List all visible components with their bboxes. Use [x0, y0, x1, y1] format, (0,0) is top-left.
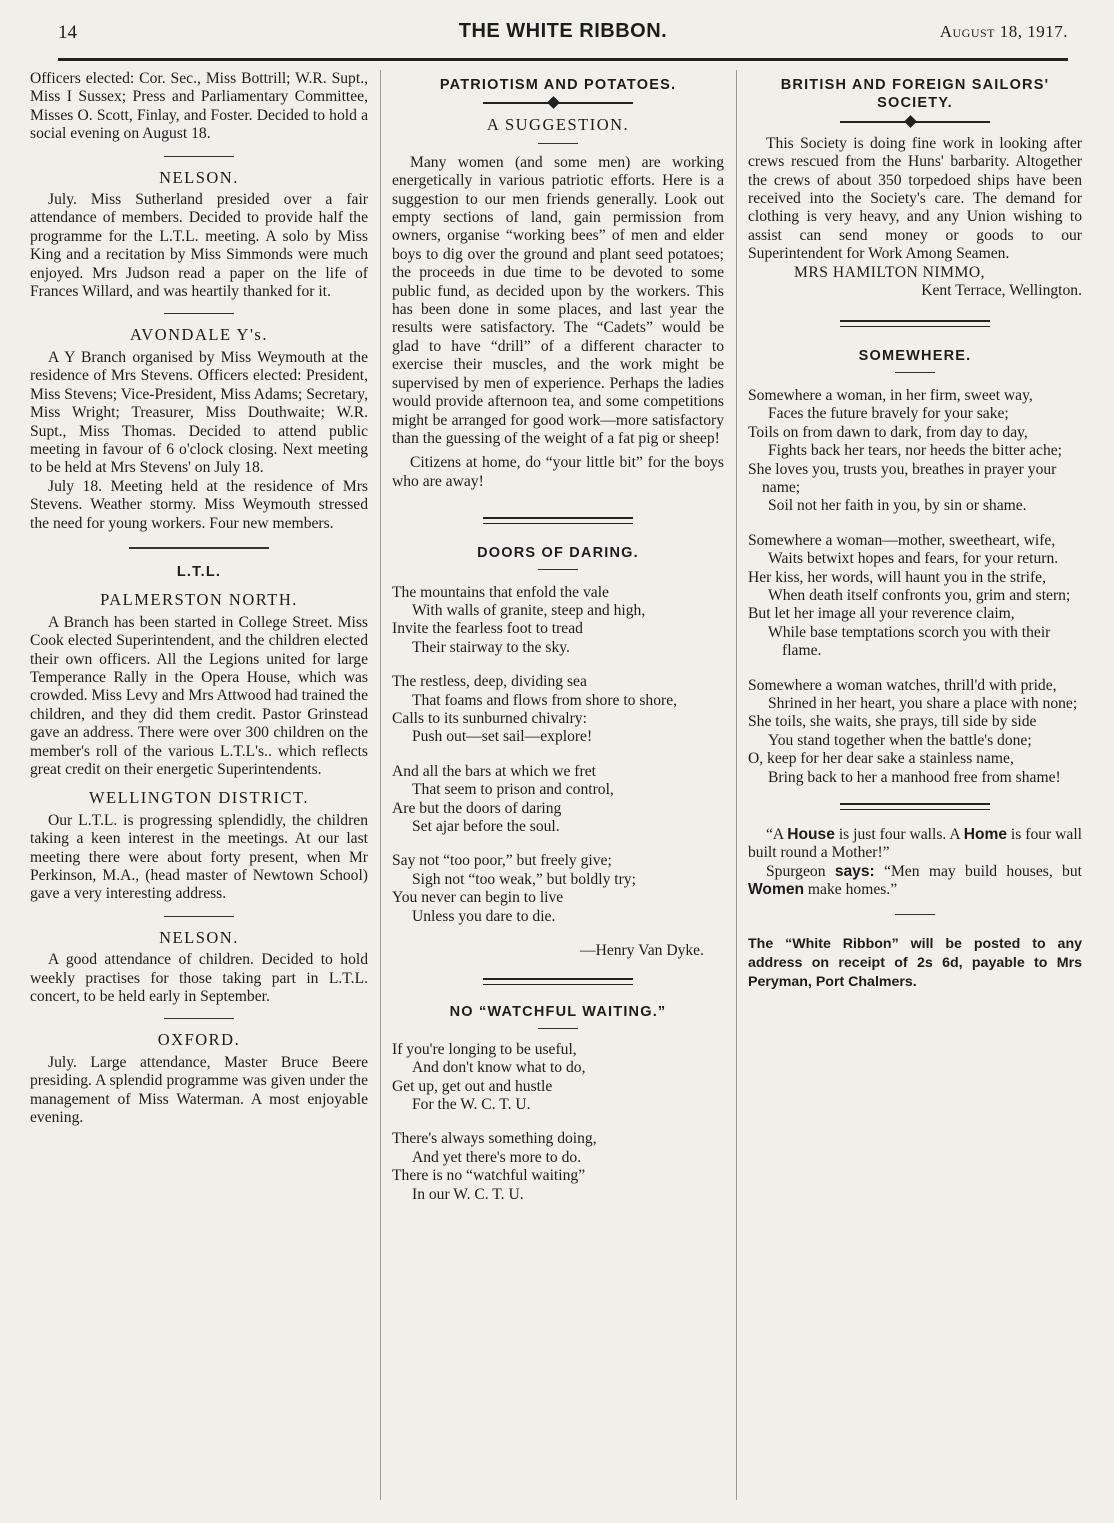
wellington-report: Our L.T.L. is progressing splendidly, the children taking a keen interest in the meetings. At our last meeting there were about forty present, when Mr Perkinson, M.A., (head master of Newtown School) gave a very interesting address.: [30, 811, 368, 903]
poem-line: Waits betwixt hopes and fears, for your return.: [768, 550, 1059, 568]
poem-line: Somewhere a woman—mother, sweetheart, wife,: [748, 531, 1056, 549]
nelson-report: July. Miss Sutherland presided over a fair attendance of members. Decided to provide half the programme for the L.T.L. meeting. A solo by Miss King and a recitation by Miss Simmonds were much enjoyed. Mrs Judson read a paper on the life of Frances Willard, and was heartily thanked for it.: [30, 191, 368, 301]
poem-line: For the W. C. T. U.: [412, 1096, 531, 1114]
oxford-heading: OXFORD.: [157, 1030, 241, 1050]
poem-line: And all the bars at which we fret: [392, 762, 596, 780]
section-rule: [840, 803, 990, 810]
poem-line: Get up, get out and hustle: [392, 1077, 553, 1095]
poem-line: That seem to prison and control,: [412, 781, 614, 799]
newspaper-title: THE WHITE RIBBON.: [458, 20, 668, 42]
poem-line: Sigh not “too weak,” but boldly try;: [412, 870, 636, 888]
somewhere-poem: [748, 387, 1082, 787]
section-rule: [538, 1028, 578, 1029]
poem-line: In our W. C. T. U.: [412, 1185, 524, 1203]
poem-stanza: [392, 673, 724, 747]
poem-stanza: [392, 584, 724, 658]
quote-emphasis: Women: [748, 881, 805, 899]
poem-line: Fights back her tears, nor heeds the bitter ache;: [768, 442, 1063, 460]
poem-stanza: [748, 387, 1082, 516]
somewhere-heading: SOMEWHERE.: [858, 348, 972, 365]
quote-text: “Men may build houses, but: [874, 862, 1082, 880]
poem-line: You never can begin to live: [392, 889, 564, 907]
section-rule: [840, 320, 990, 327]
subscription-notice: The “White Ribbon” will be posted to any address on receipt of 2s 6d, payable to Mrs Peryman, Port Chalmers.: [748, 935, 1082, 990]
poem-line: Invite the fearless foot to tread: [392, 620, 583, 638]
palmerston-heading: PALMERSTON NORTH.: [100, 590, 298, 610]
poem-line: With walls of granite, steep and high,: [412, 601, 646, 619]
nelson-heading: NELSON.: [159, 167, 239, 187]
patriotism-article: Many women (and some men) are working energetically in various patriotic efforts. Here is a suggestion to our men friends generally. Look out empty sections of land, gain permission from owners, organise “working bees” of men and elder boys to dig over the ground and plant seed potatoes; the proceeds in due time to be devoted to some public fund, as decided upon by the workers. This has been done in some places, and last year the results were satisfactory. The “Cadets” would be glad to have “drill” of a different character to exercise their muscles, and the work might be supervised by men of experience. Perhaps the ladies would provide afternoon tea, and some competitions might be arranged for good work—more satisfactory than the guessing of the weight of a fat pig or sheep!: [392, 153, 724, 447]
quote-text: “A: [766, 826, 788, 843]
avondale-report-2: July 18. Meeting held at the residence of Mrs Stevens. Weather stormy. Miss Weymouth stressed the need for young workers. Four new members.: [30, 477, 368, 532]
signature-address: Kent Terrace, Wellington.: [921, 282, 1082, 300]
poem-line: Her kiss, her words, will haunt you in the strife,: [748, 568, 1046, 586]
ornament-rule: [840, 117, 990, 127]
suggestion-subheading: A SUGGESTION.: [486, 115, 630, 135]
poem-line: There's always something doing,: [392, 1130, 597, 1148]
poem-line: She toils, she waits, she prays, till side by side: [748, 713, 1037, 731]
avondale-report: A Y Branch organised by Miss Weymouth at the residence of Mrs Stevens. Officers elected: President, Miss Stevens; Vice-President, Miss Adams; Secretary, Miss Wright; Treasurer, Miss Douthwaite; W.R. Supt., Miss Thomas. Decided to attend public meeting in favour of 6 o'clock closing. Next meeting to be held at Mrs Stevens' on July 18.: [30, 348, 368, 477]
poem-line: That foams and flows from shore to shore,: [412, 691, 678, 709]
poem-line: Say not “too poor,” but freely give;: [392, 852, 612, 870]
masthead-rule: [58, 58, 1068, 61]
poem-line: If you're longing to be useful,: [392, 1040, 577, 1058]
sailors-heading: BRITISH AND FOREIGN SAILORS' SOCIETY.: [780, 77, 1050, 112]
poem-stanza: [392, 763, 724, 837]
section-rule: [164, 916, 234, 917]
quote-emphasis: House: [787, 826, 835, 843]
oxford-report: July. Large attendance, Master Bruce Beere presiding. A splendid programme was given under the management of Miss Waterman. A most enjoyable evening.: [30, 1053, 368, 1127]
avondale-heading: AVONDALE Y's.: [130, 325, 268, 345]
patriotism-closing: Citizens at home, do “your little bit” for the boys who are away!: [392, 454, 724, 490]
poem-line: Their stairway to the sky.: [412, 638, 570, 656]
poem-stanza: [748, 532, 1082, 661]
section-rule: [164, 1018, 234, 1019]
poem-line: O, keep for her dear sake a stainless name,: [748, 750, 1014, 768]
officers-paragraph: Officers elected: Cor. Sec., Miss Bottrill; W.R. Supt., Miss I Sussex; Press and Parliamentary Committee, Misses O. Scott, Finlay, and Foster. Decided to hold a social evening on August 18.: [30, 70, 368, 143]
sailors-article: This Society is doing fine work in looking after crews rescued from the Huns' barbarity. Altogether the crews of about 350 torpedoed ships have been received into the Society's care. The demand for clothing is very heavy, and any Union wishing to assist can send money or goods to our Superintendent for Work Among Seamen.: [748, 134, 1082, 263]
section-rule: [895, 372, 935, 373]
poem-attribution: —Henry Van Dyke.: [579, 942, 704, 960]
poem-line: Somewhere a woman watches, thrill'd with pride,: [748, 676, 1057, 694]
poem-line: There is no “watchful waiting”: [392, 1167, 586, 1185]
poem-line: Soil not her faith in you, by sin or shame.: [768, 497, 1027, 515]
watchful-poem: [392, 1041, 724, 1204]
quote-emphasis: says:: [834, 862, 875, 880]
poem-line: Toils on from dawn to dark, from day to day,: [748, 423, 1028, 441]
section-rule: [483, 517, 633, 524]
poem-line: Push out—set sail—explore!: [412, 728, 593, 746]
poem-line: Shrined in her heart, you share a place with none;: [768, 694, 1078, 712]
nelson-ltl-heading: NELSON.: [159, 927, 239, 947]
signature-name: MRS HAMILTON NIMMO,: [794, 263, 986, 281]
poem-line: Bring back to her a manhood free from shame!: [768, 768, 1061, 786]
masthead: [58, 18, 1068, 48]
poem-line: The restless, deep, dividing sea: [392, 673, 587, 691]
section-rule: [164, 313, 234, 314]
column-right: [748, 70, 1082, 992]
poem-stanza: [392, 1130, 724, 1204]
poem-line: And yet there's more to do.: [412, 1148, 582, 1166]
quote-text: make homes.”: [804, 881, 898, 899]
quote-text: is just four walls. A: [834, 826, 964, 843]
column-divider: [380, 70, 381, 1500]
poem-line: While base temptations scorch you with their flame.: [768, 623, 1051, 660]
poem-stanza: [748, 677, 1082, 787]
wellington-heading: WELLINGTON DISTRICT.: [88, 788, 310, 808]
section-rule: [164, 156, 234, 157]
section-rule: [129, 547, 269, 549]
section-rule: [895, 914, 935, 915]
quote-text: Spurgeon: [766, 862, 835, 880]
watchful-heading: NO “WATCHFUL WAITING.”: [449, 1004, 667, 1021]
section-rule: [538, 143, 578, 144]
poem-line: But let her image all your reverence claim,: [748, 605, 1015, 623]
poem-line: Faces the future bravely for your sake;: [768, 405, 1009, 423]
poem-stanza: [392, 852, 724, 926]
section-rule: [483, 978, 633, 985]
page-number: 14: [58, 22, 77, 43]
column-left: [30, 70, 368, 1128]
spurgeon-quote: [748, 863, 1082, 900]
poem-line: Calls to its sunburned chivalry:: [392, 709, 587, 727]
doors-poem: [392, 584, 724, 927]
poem-line: The mountains that enfold the vale: [392, 583, 609, 601]
doors-heading: DOORS OF DARING.: [477, 545, 639, 562]
column-middle: [392, 70, 724, 1220]
poem-stanza: [392, 1041, 724, 1115]
ltl-heading: L.T.L.: [176, 563, 222, 580]
palmerston-report: A Branch has been started in College Street. Miss Cook elected Superintendent, and the children elected their own officers. All the Legions united for large Temperance Rally in the Opera House, which was crowded. Miss Levy and Mrs Attwood had trained the children, and they did them credit. Pastor Grinstead gave an address. There were over 300 children on the member's roll of the various L.T.L's.. which reflects great credit on their energetic Superintendents.: [30, 613, 368, 778]
quote-text: is four wall built round a Mother!”: [748, 826, 1082, 862]
section-rule: [538, 569, 578, 570]
ornament-rule: [483, 98, 633, 108]
quote-emphasis: Home: [963, 826, 1008, 843]
house-quote: [748, 826, 1082, 863]
poem-line: Somewhere a woman, in her firm, sweet way,: [748, 386, 1033, 404]
issue-date: August 18, 1917.: [939, 22, 1068, 41]
poem-line: Unless you dare to die.: [412, 907, 556, 925]
poem-line: You stand together when the battle's done;: [768, 731, 1032, 749]
poem-line: When death itself confronts you, grim and stern;: [768, 586, 1071, 604]
poem-line: And don't know what to do,: [412, 1059, 586, 1077]
patriotism-heading: PATRIOTISM AND POTATOES.: [439, 77, 677, 93]
poem-line: Set ajar before the soul.: [412, 818, 560, 835]
nelson-ltl-report: A good attendance of children. Decided to hold weekly practises for those taking part in L.T.L. concert, to be held early in September.: [30, 951, 368, 1006]
poem-line: Are but the doors of daring: [392, 799, 562, 817]
column-divider: [736, 70, 737, 1500]
poem-line: She loves you, trusts you, breathes in prayer your name;: [748, 460, 1057, 496]
